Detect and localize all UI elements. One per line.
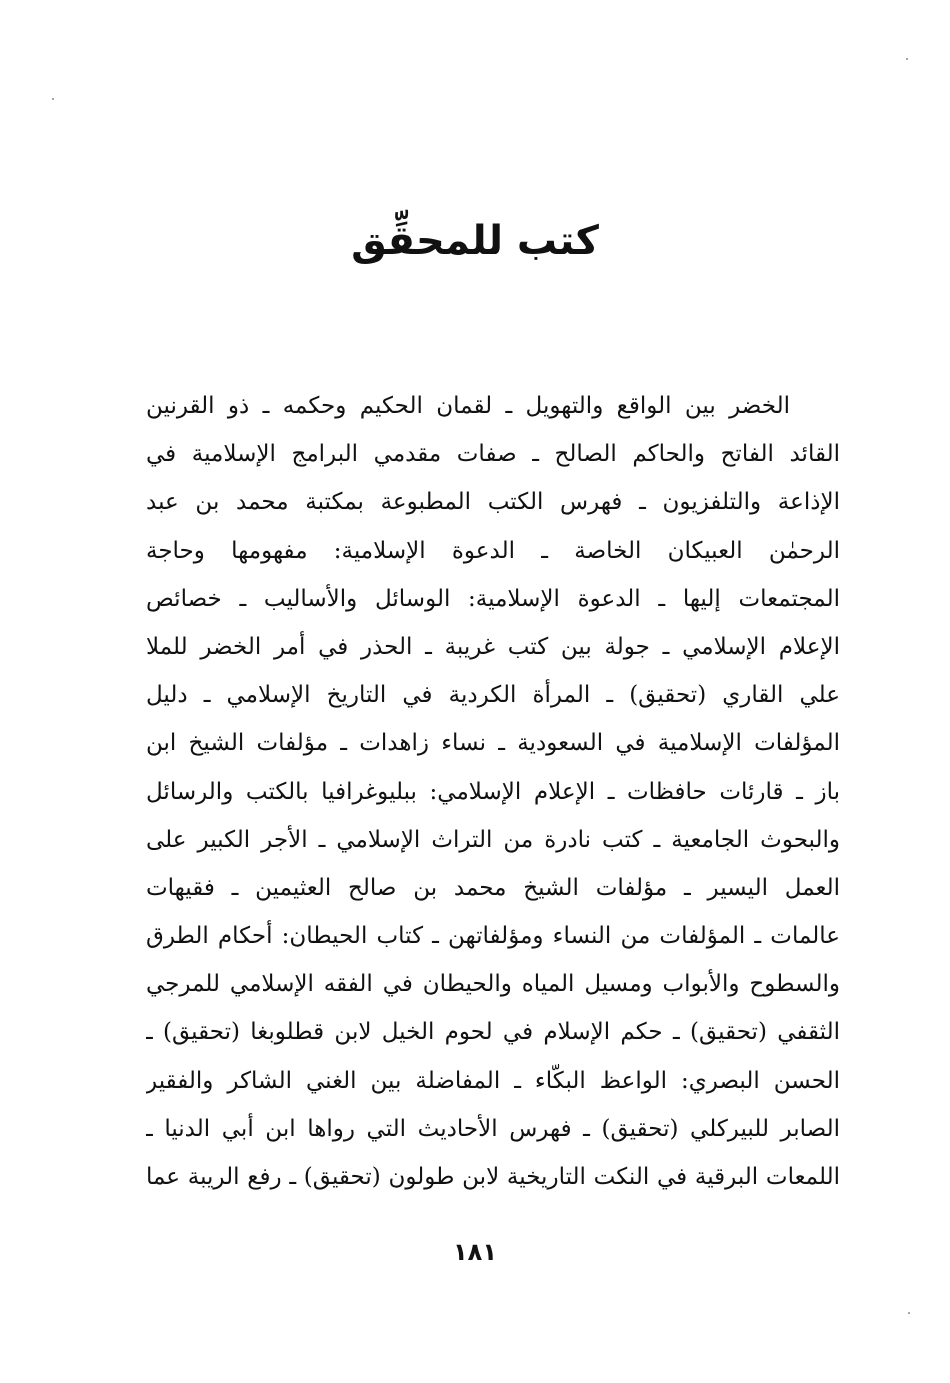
scan-speck <box>906 58 908 60</box>
scan-speck <box>908 1312 910 1314</box>
text-line: الرحمٰن العبيكان الخاصة ـ الدعوة الإسلامية: مفهومها وحاجة <box>146 537 840 564</box>
text-line: المجتمعات إليها ـ الدعوة الإسلامية: الوسائل والأساليب ـ خصائص <box>146 585 840 612</box>
text-line: الإعلام الإسلامي ـ جولة بين كتب غريبة ـ الحذر في أمر الخضر للملا <box>146 633 840 660</box>
text-line: القائد الفاتح والحاكم الصالح ـ صفات مقدمي البرامج الإسلامية في <box>146 441 840 468</box>
text-line: العمل اليسير ـ مؤلفات الشيخ محمد بن صالح العثيمين ـ فقيهات <box>146 874 840 901</box>
text-line: الثقفي (تحقيق) ـ حكم الإسلام في لحوم الخيل لابن قطلوبغا (تحقيق) ـ <box>146 1019 840 1046</box>
text-line: باز ـ قارئات حافظات ـ الإعلام الإسلامي: ببليوغرافيا بالكتب والرسائل <box>146 778 840 805</box>
text-line: الصابر للبيركلي (تحقيق) ـ فهرس الأحاديث التي رواها ابن أبي الدنيا ـ <box>146 1115 840 1142</box>
scan-speck <box>52 98 54 100</box>
text-line: اللمعات البرقية في النكت التاريخية لابن طولون (تحقيق) ـ رفع الريبة عما <box>146 1164 840 1190</box>
text-line: عالمات ـ المؤلفات من النساء ومؤلفاتهن ـ كتاب الحيطان: أحكام الطرق <box>146 923 840 950</box>
text-line: الحسن البصري: الواعظ البكّاء ـ المفاضلة بين الغني الشاكر والفقير <box>146 1067 840 1094</box>
body-paragraph <box>146 382 840 1201</box>
text-line: الخضر بين الواقع والتهويل ـ لقمان الحكيم وحكمه ـ ذو القرنين <box>146 393 790 419</box>
text-line: الإذاعة والتلفزيون ـ فهرس الكتب المطبوعة بمكتبة محمد بن عبد <box>146 489 840 516</box>
text-line: المؤلفات الإسلامية في السعودية ـ نساء زاهدات ـ مؤلفات الشيخ ابن <box>146 730 840 757</box>
page-title: كتب للمحقِّق <box>351 218 599 264</box>
text-line: والسطوح والأبواب ومسيل المياه والحيطان في الفقه الإسلامي للمرجي <box>146 971 840 998</box>
page-number: ١٨١ <box>453 1238 497 1266</box>
text-line: والبحوث الجامعية ـ كتب نادرة من التراث الإسلامي ـ الأجر الكبير على <box>146 826 840 853</box>
text-line: علي القاري (تحقيق) ـ المرأة الكردية في التاريخ الإسلامي ـ دليل <box>146 682 840 709</box>
